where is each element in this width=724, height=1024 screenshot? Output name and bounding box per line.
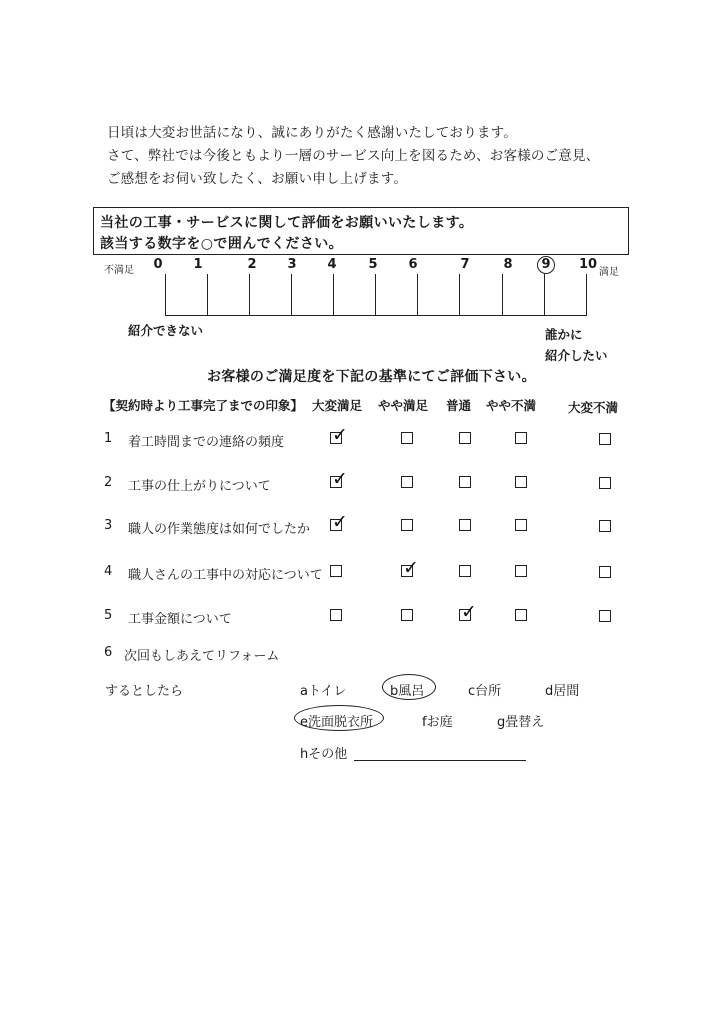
hand-drawn-circle-icon	[382, 674, 436, 700]
option-d[interactable]	[545, 680, 579, 699]
scale-tick	[375, 274, 376, 316]
scale-high-caption-2: 紹介したい	[545, 348, 608, 363]
option-label: 洗面脱衣所	[308, 715, 374, 730]
instruction-box	[93, 207, 629, 255]
rating-checkbox[interactable]	[599, 566, 611, 578]
option-key: d	[545, 684, 554, 699]
scale-number-7[interactable]: 7	[460, 257, 470, 272]
option-a[interactable]	[300, 680, 346, 699]
table-row-header: 【契約時より工事完了までの印象】	[103, 398, 304, 413]
scale-tick	[249, 274, 250, 316]
scale-tick	[586, 274, 587, 316]
scale-tick	[544, 274, 545, 316]
question-number: 6	[104, 645, 113, 660]
rating-checkbox[interactable]	[599, 477, 611, 489]
rating-checkbox[interactable]	[401, 519, 413, 531]
scale-number-6[interactable]: 6	[408, 257, 418, 272]
scale-low-caption: 紹介できない	[128, 323, 204, 338]
rating-checkbox[interactable]	[459, 519, 471, 531]
rating-checkbox[interactable]	[515, 476, 527, 488]
option-key: f	[422, 715, 427, 730]
rating-checkbox[interactable]	[515, 609, 527, 621]
scale-tick	[291, 274, 292, 316]
scale-tick	[459, 274, 460, 316]
option-f[interactable]	[422, 711, 453, 730]
column-header-very-dissatisfied: 大変不満	[568, 400, 619, 415]
question-number: 3	[104, 518, 113, 533]
check-mark-icon: ✓	[461, 601, 477, 623]
option-key: a	[300, 684, 308, 699]
check-mark-icon: ✓	[332, 468, 348, 490]
scale-number-8[interactable]: 8	[503, 257, 513, 272]
option-key: c	[468, 684, 476, 699]
rating-checkbox[interactable]	[515, 565, 527, 577]
rating-checkbox-checked[interactable]	[459, 601, 477, 623]
scale-tick	[207, 274, 208, 316]
scale-number-2[interactable]: 2	[247, 257, 257, 272]
rating-checkbox-checked[interactable]	[401, 557, 419, 579]
scale-number-5[interactable]: 5	[368, 257, 378, 272]
rating-checkbox[interactable]	[459, 565, 471, 577]
scale-number-9-selected[interactable]: 9	[537, 256, 555, 274]
scale-tick	[502, 274, 503, 316]
rating-checkbox[interactable]	[599, 610, 611, 622]
question-number: 1	[104, 431, 113, 446]
scale-baseline	[165, 315, 587, 316]
column-header-very-satisfied: 大変満足	[312, 398, 363, 413]
option-label: その他	[308, 747, 348, 762]
rating-checkbox[interactable]	[459, 476, 471, 488]
question-text: 職人の作業態度は如何でしたか	[128, 522, 311, 537]
intro-line-2: さて、弊社では今後ともより一層のサービス向上を図るため、お客様のご意見、	[107, 148, 600, 164]
other-write-in-line[interactable]	[354, 760, 526, 761]
scale-left-label: 不満足	[104, 265, 134, 276]
column-header-somewhat-dissatisfied: やや不満	[486, 398, 537, 413]
question-6-text-line-1: 次回もしあえてリフォーム	[124, 649, 280, 664]
section-title: お客様のご満足度を下記の基準にてご評価下さい。	[207, 369, 536, 385]
question-6-text-line-2: するとしたら	[105, 684, 184, 699]
scale-number-3[interactable]: 3	[287, 257, 297, 272]
rating-checkbox-checked[interactable]	[330, 468, 348, 490]
rating-checkbox[interactable]	[599, 520, 611, 532]
rating-checkbox-checked[interactable]	[330, 511, 348, 533]
question-number: 4	[104, 564, 113, 579]
check-mark-icon: ✓	[332, 424, 348, 446]
rating-checkbox[interactable]	[330, 565, 342, 577]
option-label: 台所	[475, 684, 502, 699]
question-text: 工事金額について	[128, 612, 232, 627]
scale-number-4[interactable]: 4	[327, 257, 337, 272]
check-mark-icon: ✓	[332, 511, 348, 533]
option-h[interactable]	[300, 743, 347, 762]
rating-checkbox[interactable]	[459, 432, 471, 444]
scale-tick	[417, 274, 418, 316]
option-key: g	[497, 715, 506, 730]
rating-checkbox[interactable]	[401, 476, 413, 488]
question-number: 5	[104, 608, 113, 623]
scale-bar	[165, 274, 587, 316]
rating-checkbox[interactable]	[330, 609, 342, 621]
hand-drawn-circle-icon	[294, 705, 384, 731]
instruction-line-1: 当社の工事・サービスに関して評価をお願いいたします。	[100, 215, 474, 231]
option-label: 風呂	[398, 684, 425, 699]
rating-checkbox[interactable]	[515, 432, 527, 444]
intro-line-1: 日頃は大変お世話になり、誠にありがたく感謝いたしております。	[107, 125, 517, 141]
intro-line-3: ご感想をお伺い致したく、お願い申し上げます。	[107, 171, 408, 187]
column-header-somewhat-satisfied: やや満足	[378, 398, 429, 413]
option-key: b	[390, 684, 399, 699]
question-text: 着工時間までの連絡の頻度	[128, 435, 285, 450]
check-mark-icon: ✓	[403, 557, 419, 579]
option-key: e	[300, 715, 308, 730]
scale-number-0[interactable]: 0	[153, 257, 163, 272]
rating-checkbox-checked[interactable]	[330, 424, 348, 446]
option-label: 畳替え	[505, 715, 545, 730]
scale-high-caption-1: 誰かに	[545, 327, 583, 342]
scale-number-1[interactable]: 1	[193, 257, 203, 272]
question-text: 工事の仕上がりについて	[128, 479, 271, 494]
option-label: トイレ	[307, 684, 347, 699]
rating-checkbox[interactable]	[515, 519, 527, 531]
question-text: 職人さんの工事中の対応について	[128, 568, 323, 583]
rating-checkbox[interactable]	[401, 609, 413, 621]
option-label: 居間	[553, 684, 580, 699]
option-label: お庭	[426, 715, 453, 730]
scale-tick	[333, 274, 334, 316]
option-g[interactable]	[497, 711, 544, 730]
rating-checkbox[interactable]	[599, 433, 611, 445]
instruction-line-2: 該当する数字を○で囲んでください。	[100, 236, 344, 252]
scale-tick	[165, 274, 166, 316]
option-c[interactable]	[468, 680, 501, 699]
scale-right-label: 満足	[599, 267, 619, 278]
question-number: 2	[104, 475, 113, 490]
column-header-neutral: 普通	[446, 398, 472, 413]
scale-number-10[interactable]: 10	[578, 257, 598, 272]
rating-checkbox[interactable]	[401, 432, 413, 444]
option-key: h	[300, 747, 309, 762]
